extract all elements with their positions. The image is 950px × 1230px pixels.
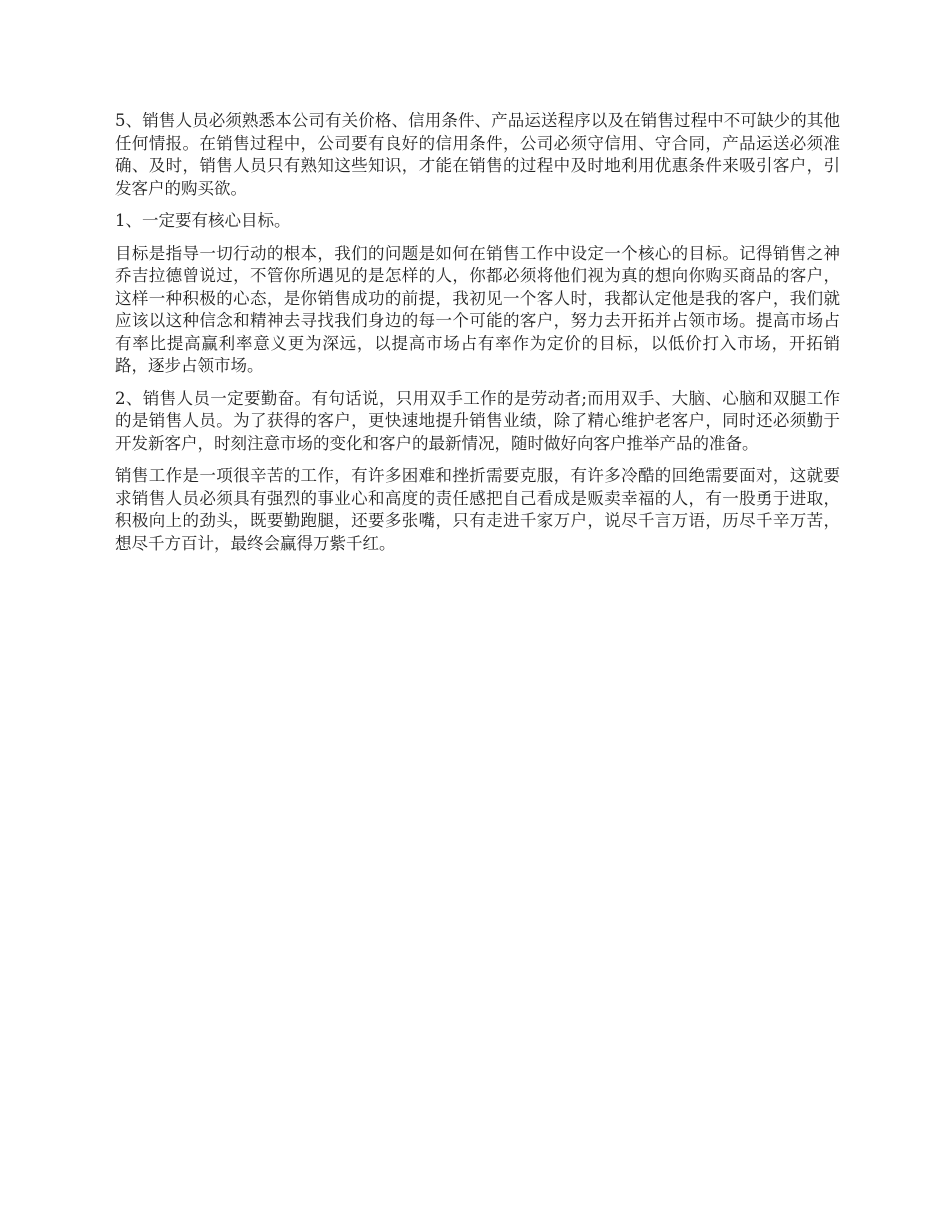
paragraph-product-knowledge: 5、销售人员必须熟悉本公司有关价格、信用条件、产品运送程序以及在销售过程中不可缺少的其他任何情报。在销售过程中，公司要有良好的信用条件，公司必须守信用、守合同，产品运送必须准确、及时，销售人员只有熟知这些知识，才能在销售的过程中及时地利用优惠条件来吸引客户，引发客户的购买欲。 [115,111,840,198]
paragraph-diligence: 2、销售人员一定要勤奋。有句话说，只用双手工作的是劳动者;而用双手、大脑、心脑和双腿工作的是销售人员。为了获得的客户，更快速地提升销售业绩，除了精心维护老客户，同时还必须勤于开发新客户，时刻注意市场的变化和客户的最新情况，随时做好向客户推举产品的准备。 [115,388,840,453]
paragraph-core-goal-heading: 1、一定要有核心目标。 [115,211,291,230]
paragraph-core-goal-body: 目标是指导一切行动的根本，我们的问题是如何在销售工作中设定一个核心的目标。记得销售之神乔吉拉德曾说过，不管你所遇见的是怎样的人，你都必须将他们视为真的想向你购买商品的客户，这样一种积极的心态，是你销售成功的前提，我初见一个客人时，我都认定他是我的客户，我们就应该以这种信念和精神去寻找我们身边的每一个可能的客户，努力去开拓并占领市场。提高市场占有率比提高赢利率意义更为深远，以提高市场占有率作为定价的目标，以低价打入市场，开拓销路，逐步占领市场。 [115,243,840,375]
paragraph-hard-work: 销售工作是一项很辛苦的工作，有许多困难和挫折需要克服，有许多冷酷的回绝需要面对，这就要求销售人员必须具有强烈的事业心和高度的责任感把自己看成是贩卖幸福的人，有一股勇于进取，积极向上的劲头，既要勤跑腿，还要多张嘴，只有走进千家万户，说尽千言万语，历尽千辛万苦，想尽千方百计，最终会赢得万紫千红。 [115,466,840,553]
